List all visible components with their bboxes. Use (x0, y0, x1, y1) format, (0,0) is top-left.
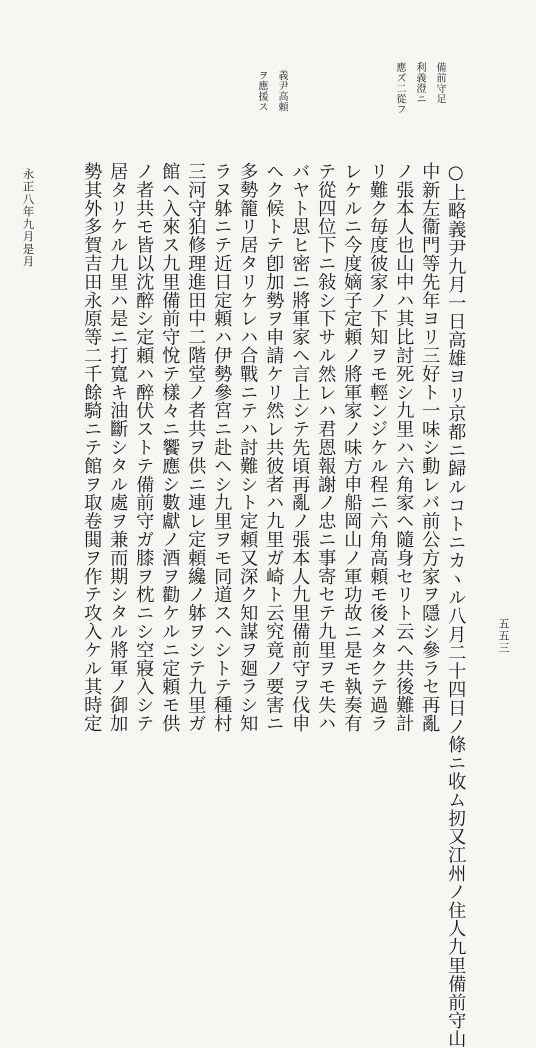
page-number: 五五三 (497, 618, 510, 654)
text-column: テ從四位下ニ敍シ下サル然レハ君恩報謝ノ忠ニ事寄セテ九里ヲモ失ハ (315, 162, 337, 733)
text-column: リ難ク毎度彼家ノ下知ヲモ輕ンジケル程ニ六角高頼モ後メタクテ過ラ (367, 162, 389, 733)
head-note-d: 義尹高頼 (276, 70, 287, 112)
text-column: 多勢籠リ居タリケレハ合戰ニテハ討難シト定頼又深ク知謀ヲ廻ラシ知 (237, 162, 259, 733)
text-column: ノ張本人也山中ハ其比討死シ九里ハ六角家ヘ隨身セリト云ヘ共後難計 (393, 162, 415, 733)
head-note-b: 利義澄ニ (414, 62, 425, 104)
text-column: 三河守狛修理進田中二階堂ノ者共ヲ供ニ連レ定頼纔ノ躰ヲシテ九里ガ (185, 162, 207, 733)
text-column: ヘク候トテ卽加勢ヲ申請ケリ然レ共彼者ハ九里ガ崎ト云究竟ノ要害ニ (263, 162, 285, 733)
text-column: 居タリケル九里ハ是ニ打寬キ油斷シタル處ヲ兼而期シタル將軍ノ御加 (107, 162, 129, 733)
date-line: 永正八年九月是月 (21, 168, 36, 268)
text-column: ノ者共モ皆以沈醉シ定頼ハ醉伏ストテ備前守ガ膝ヲ枕ニシ空寢入シテ (133, 162, 155, 733)
text-column: 勢其外多賀吉田永原等二千餘騎ニテ館ヲ取卷閧ヲ作テ攻入ケル其時定 (81, 162, 103, 733)
head-note-a: 備前守足 (434, 62, 445, 104)
text-column: ○上略義尹九月一日高雄ヨリ京都ニ歸ルコトニカヽル八月二十四日ノ條ニ收ム扨又江州ノ住人九里備前守山 (445, 162, 467, 1048)
text-column: 館ヘ入來ス九里備前守悅テ樣々ニ饗應シ數獻ノ酒ヲ勸ケルニ定頼モ供 (159, 162, 181, 733)
head-note-c: 應ズ二從フ (394, 62, 405, 115)
text-column: 中新左衞門等先年ヨリ三好ト一味シ動レバ前公方家ヲ隱シ參ラセ再亂 (419, 162, 441, 733)
head-note-e: ヲ應援ス (256, 70, 267, 112)
text-column: バヤト思ヒ密ニ將軍家ヘ言上シテ先頃再亂ノ張本人九里備前守ヲ伐申 (289, 162, 311, 733)
text-column: レケルニ今度嫡子定頼ノ將軍家ノ味方申船岡山ノ軍功故ニ是モ執奏有 (341, 162, 363, 733)
text-column: ラヌ躰ニテ近日定頼ハ伊勢參宮ニ赴ヘシ九里ヲモ同道スヘシトテ種村 (211, 162, 233, 733)
